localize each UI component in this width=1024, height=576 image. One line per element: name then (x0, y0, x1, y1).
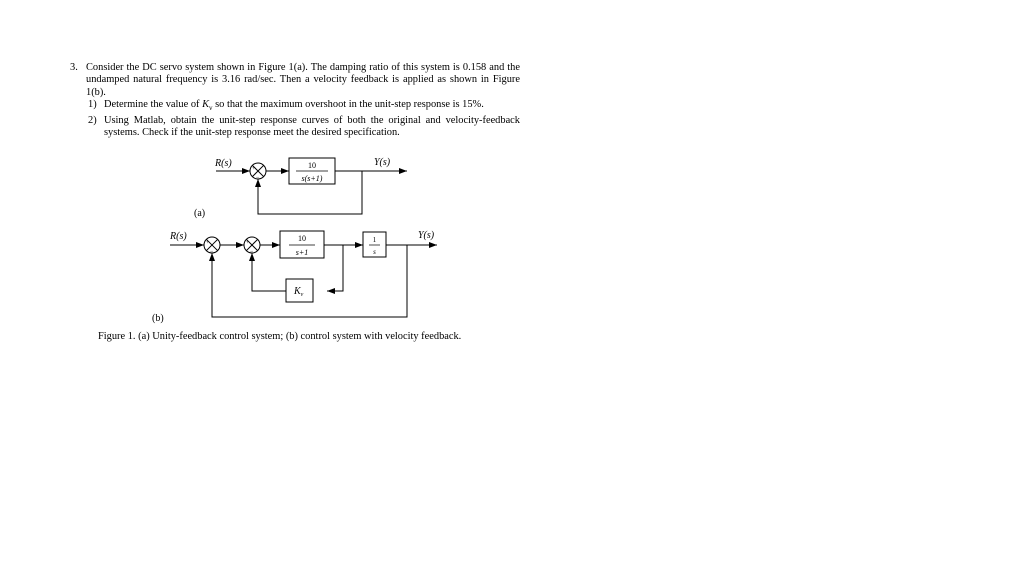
kv-variable: K (202, 99, 210, 111)
diagram-a-input-label: R(s) (215, 158, 232, 169)
diagram-a (194, 157, 407, 219)
diagram-b-output-label: Y(s) (418, 230, 435, 241)
summing-junction (250, 163, 266, 181)
diagram-b-label: (b) (152, 313, 164, 324)
summing-junction-2 (244, 237, 260, 255)
diagram-b (152, 230, 437, 324)
svg-text:−: − (210, 249, 214, 255)
svg-text:−: − (256, 175, 260, 181)
diagram-b-input-label: R(s) (170, 231, 187, 242)
svg-text:−: − (250, 249, 254, 255)
figure-caption: Figure 1. (a) Unity-feedback control system; (b) control system with velocity feedback. (98, 331, 462, 342)
item-number: 1) (88, 99, 97, 111)
item-text-end: so that the maximum overshoot in the unit-step response is 15%. (212, 99, 484, 111)
diagram-a-label: (a) (194, 208, 206, 219)
svg-text:+: + (246, 240, 250, 246)
plant-denominator: s(s+1) (301, 174, 323, 183)
problem-number: 3. (70, 62, 78, 73)
motor-numerator: 10 (298, 234, 306, 243)
integrator-numerator: 1 (372, 236, 377, 244)
kv-subscript: v (209, 104, 213, 113)
plant-numerator: 10 (308, 161, 316, 170)
item-number: 2) (88, 114, 97, 126)
svg-text:+: + (206, 240, 210, 246)
velocity-gain-label: $K_v$ (294, 286, 304, 298)
summing-junction-1 (204, 237, 220, 255)
item-text: Using Matlab, obtain the unit-step response curves of both the original and velocity-feedback systems. Check if the unit-step response meet the desired specification. (104, 114, 520, 139)
problem-intro: Consider the DC servo system shown in Figure 1(a). The damping ratio of this system is 0.158 and the undamped natural frequency is 3.16 rad/sec. Then a velocity feedback is applied as shown in Figure 1(b). (86, 62, 520, 98)
velocity-feedback-path (252, 253, 286, 291)
integrator-denominator: s (373, 248, 376, 256)
motor-denominator: s+1 (295, 248, 309, 257)
velocity-pickoff-path (327, 245, 343, 291)
svg-text:+: + (252, 166, 256, 172)
diagram-a-output-label: Y(s) (374, 157, 391, 168)
item-text: Determine the value of (104, 99, 203, 111)
